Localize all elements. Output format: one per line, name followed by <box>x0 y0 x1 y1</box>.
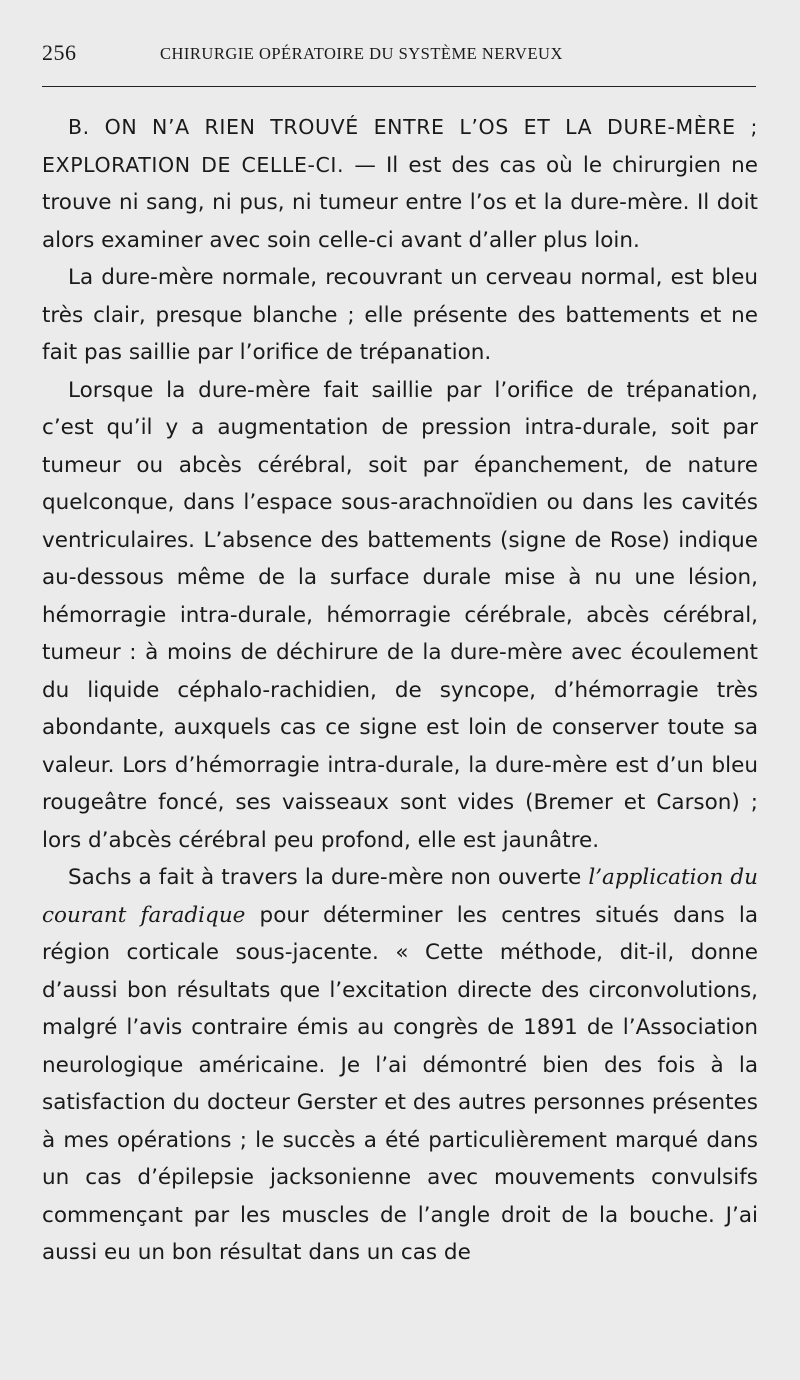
running-title: CHIRURGIE OPÉRATOIRE DU SYSTÈME NERVEUX <box>160 44 563 63</box>
paragraph-4-emphasis: l’application du courant faradique <box>42 865 758 928</box>
paragraph-1 <box>42 109 758 259</box>
body-text <box>42 109 758 1272</box>
paragraph-4 <box>42 859 758 1272</box>
paragraph-4-text-before: Sachs a fait à travers la dure-mère non ouverte <box>68 865 589 890</box>
paragraph-4-text-after: pour déterminer les centres situés dans la région corticale sous-jacente. « Cette méthode, dit-il, donne d’aussi bon résultats que l’excitation directe des circonvolutions, malgré l’avis contraire émis au congrès de 1891 de l’Association neurologique américaine. Je l’ai démontré bien des fois à la satisfaction du docteur Gerster et des autres personnes présentes à mes opérations ; le succès a été particulièrement marqué dans un cas d’épilepsie jacksonienne avec mouvements convulsifs commençant par les muscles de l’angle droit de la bouche. J’ai aussi eu un bon résultat dans un cas de <box>42 902 758 1265</box>
paragraph-1-text: — Il est des cas où le chirurgien ne trouve ni sang, ni pus, ni tumeur entre l’os et la dure-mère. Il doit alors examiner avec soin celle-ci avant d’aller plus loin. <box>42 152 758 253</box>
page-number: 256 <box>42 40 77 65</box>
header-rule <box>42 86 756 87</box>
section-heading: B. ON N’A RIEN TROUVÉ ENTRE L’OS ET LA DURE-MÈRE ; EXPLORATION DE CELLE-CI. <box>42 115 758 177</box>
paragraph-3: Lorsque la dure-mère fait saillie par l’orifice de trépanation, c’est qu’il y a augmentation de pression intra-durale, soit par tumeur ou abcès cérébral, soit par épanchement, de nature quelconque, dans l’espace sous-arachnoïdien ou dans les cavités ventriculaires. L’absence des battements (signe de Rose) indique au-dessous même de la surface durale mise à nu une lésion, hémorragie intra-durale, hémorragie cérébrale, abcès cérébral, tumeur : à moins de déchirure de la dure-mère avec écoulement du liquide céphalo-rachidien, de syncope, d’hémorragie très abondante, auxquels cas ce signe est loin de conserver toute sa valeur. Lors d’hémorragie intra-durale, la dure-mère est d’un bleu rougeâtre foncé, ses vaisseaux sont vides (Bremer et Carson) ; lors d’abcès cérébral peu profond, elle est jaunâtre. <box>42 377 758 853</box>
page-header <box>42 34 758 80</box>
paragraph-2: La dure-mère normale, recouvrant un cerveau normal, est bleu très clair, presque blanche ; elle présente des battements et ne fait pas saillie par l’orifice de trépanation. <box>42 265 758 365</box>
